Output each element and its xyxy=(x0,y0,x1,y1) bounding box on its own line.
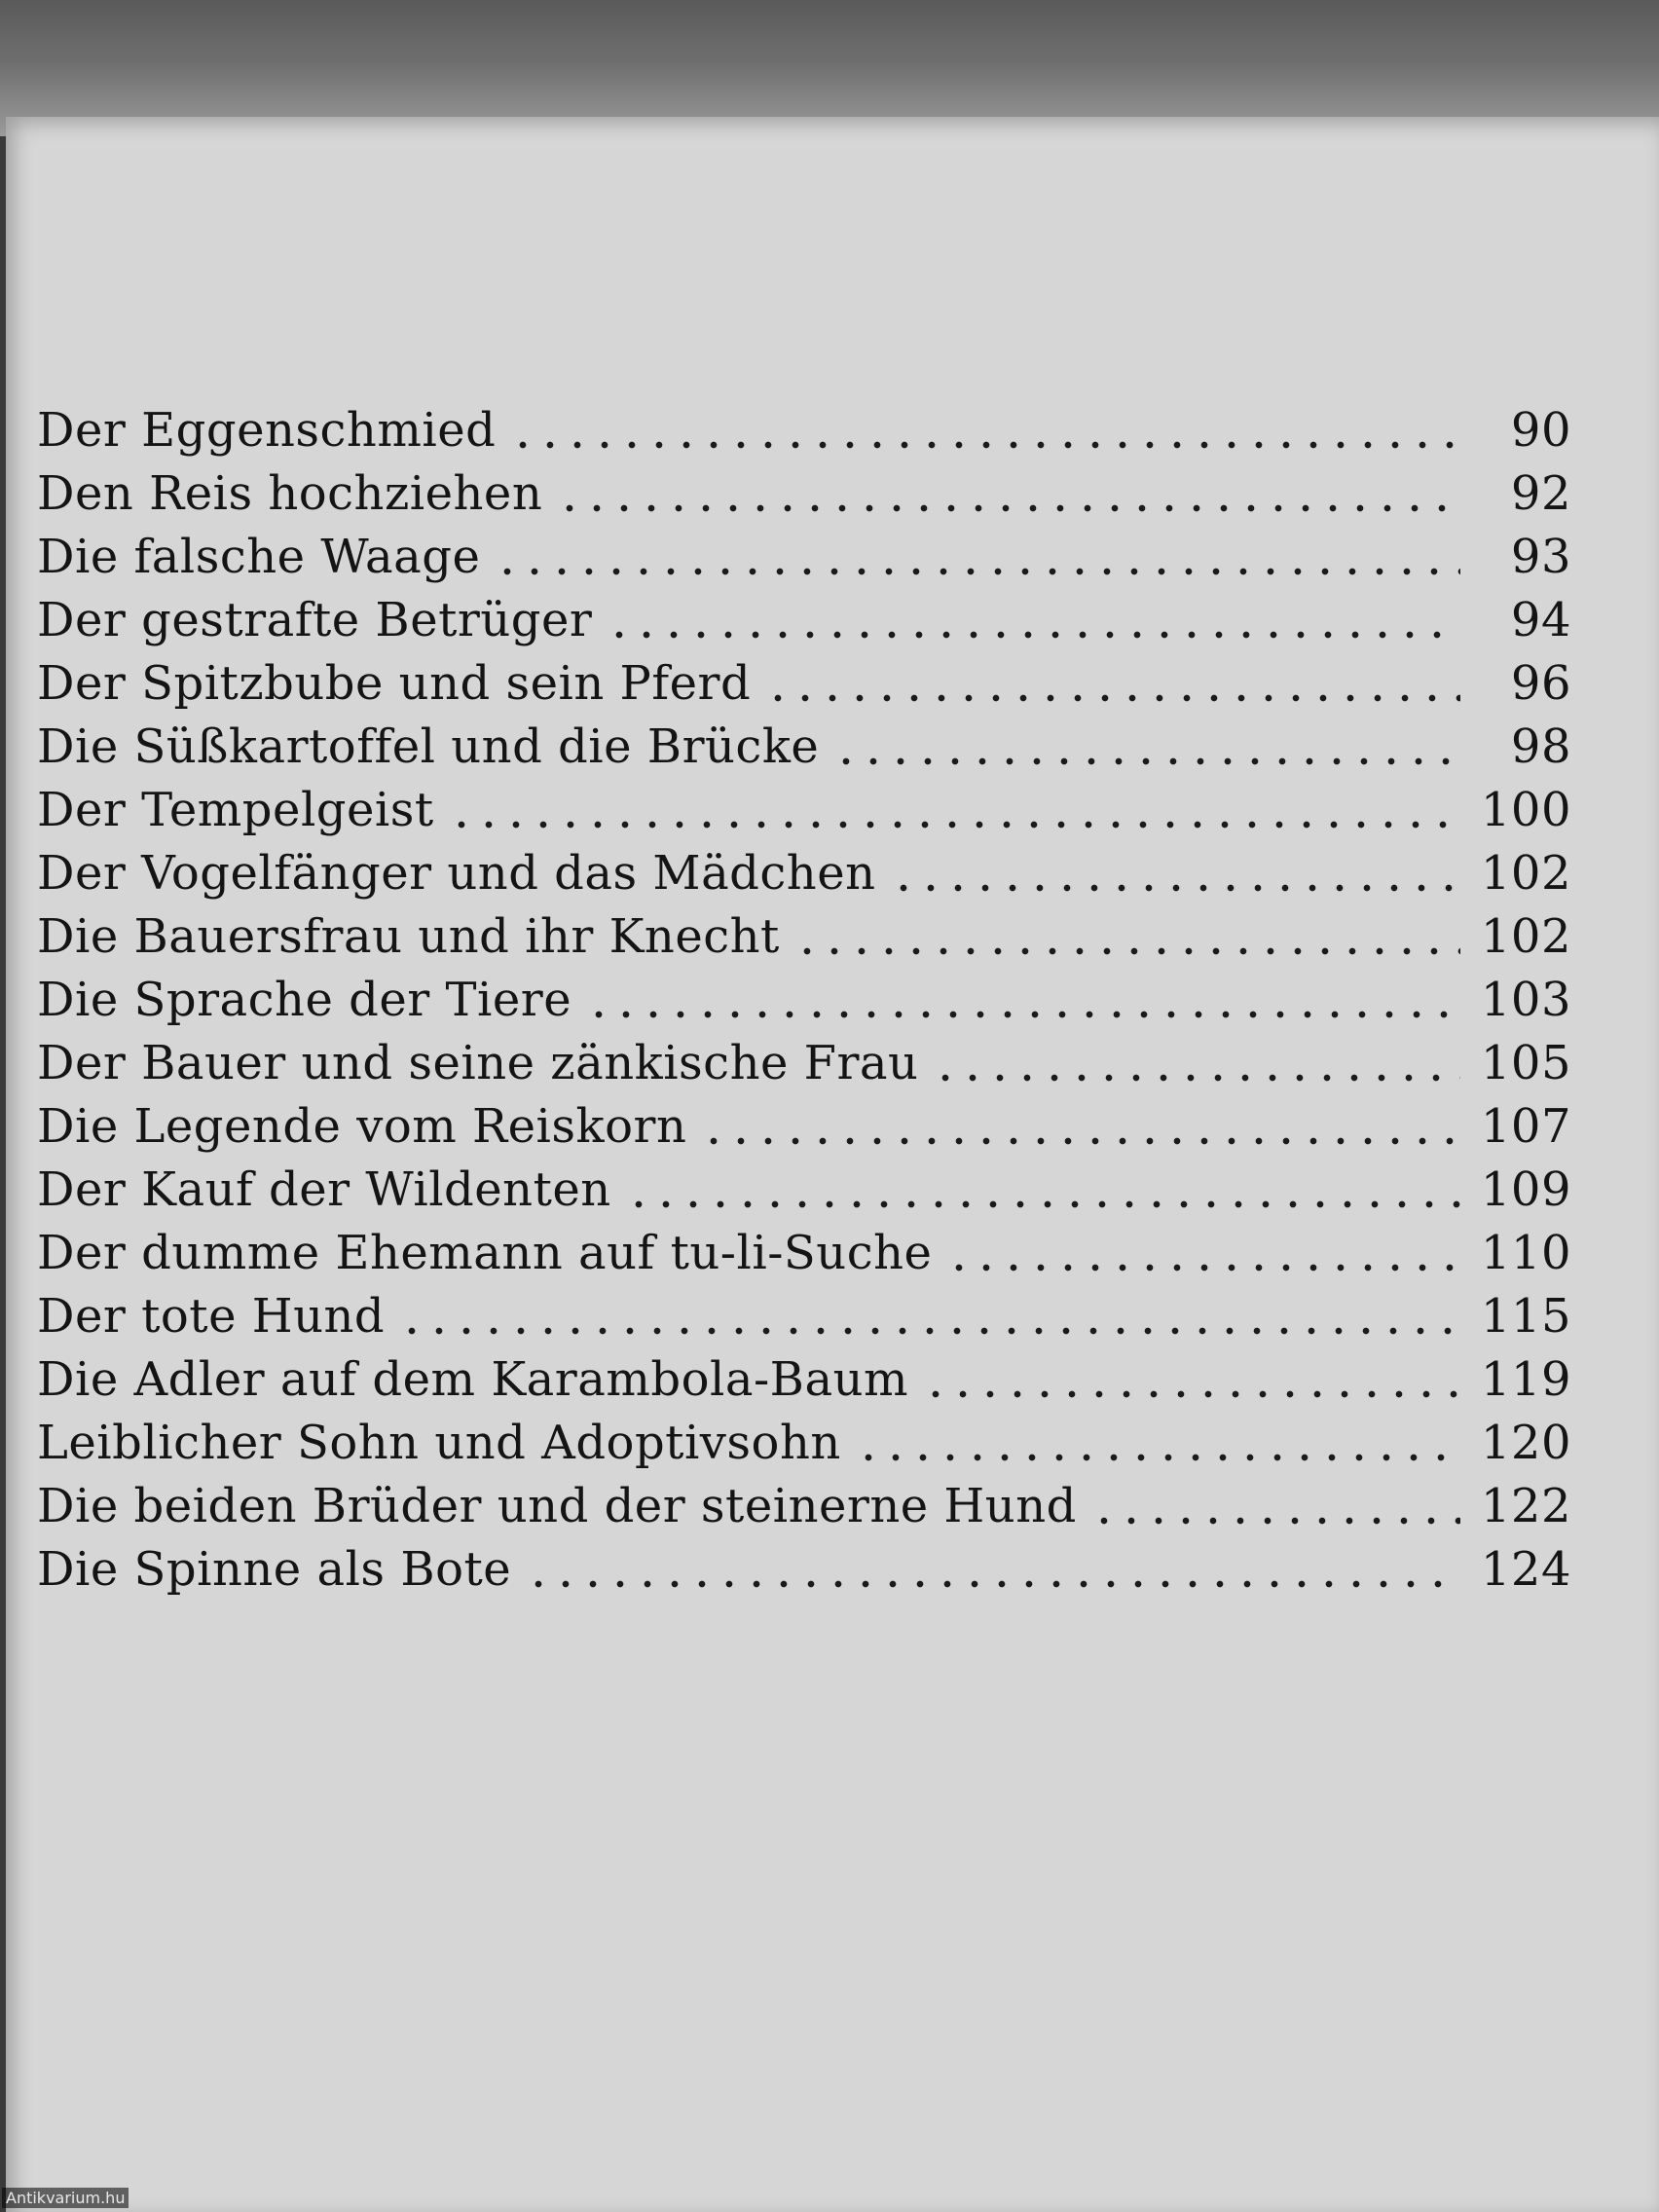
dot-leader xyxy=(922,1354,1460,1401)
toc-entry xyxy=(37,399,1571,462)
toc-entry-page: 109 xyxy=(1480,1162,1571,1217)
toc-entry-page: 102 xyxy=(1480,846,1571,901)
dot-leader xyxy=(448,785,1460,831)
toc-entry-title: Der Bauer und seine zänkische Frau xyxy=(37,1036,919,1090)
table-of-contents xyxy=(37,399,1571,1602)
dot-leader xyxy=(625,1164,1460,1211)
dot-leader xyxy=(585,975,1460,1021)
dot-leader xyxy=(556,468,1460,515)
toc-entry xyxy=(37,526,1571,589)
toc-entry-title: Der dumme Ehemann auf tu-li-Suche xyxy=(37,1226,933,1280)
toc-entry-title: Die Spinne als Bote xyxy=(37,1542,512,1597)
dot-leader xyxy=(700,1101,1460,1148)
toc-entry-page: 98 xyxy=(1510,719,1571,774)
dot-leader xyxy=(793,911,1460,958)
dot-leader xyxy=(525,1544,1460,1591)
toc-entry-page: 90 xyxy=(1510,403,1571,458)
toc-entry-page: 92 xyxy=(1510,466,1571,521)
toc-entry-page: 94 xyxy=(1510,593,1571,647)
toc-entry xyxy=(37,652,1571,716)
toc-entry-title: Der Spitzbube und sein Pferd xyxy=(37,656,752,711)
toc-entry-page: 115 xyxy=(1480,1289,1571,1344)
toc-entry-title: Die Bauersfrau und ihr Knecht xyxy=(37,909,780,964)
dot-leader xyxy=(398,1291,1460,1338)
toc-entry-title: Der Vogelfänger und das Mädchen xyxy=(37,846,876,901)
toc-entry xyxy=(37,1475,1571,1538)
toc-entry xyxy=(37,1095,1571,1159)
toc-entry-title: Der Eggenschmied xyxy=(37,403,497,458)
toc-entry-title: Der Tempelgeist xyxy=(37,783,434,837)
dot-leader xyxy=(494,532,1460,578)
toc-entry-title: Die beiden Brüder und der steinerne Hund xyxy=(37,1479,1077,1533)
toc-entry-page: 105 xyxy=(1480,1036,1571,1090)
toc-entry xyxy=(37,969,1571,1032)
toc-entry-page: 124 xyxy=(1480,1542,1571,1597)
toc-entry xyxy=(37,1285,1571,1348)
toc-entry xyxy=(37,1538,1571,1602)
toc-entry xyxy=(37,1032,1571,1095)
toc-entry-title: Die Legende vom Reiskorn xyxy=(37,1099,687,1154)
toc-entry-title: Der tote Hund xyxy=(37,1289,386,1344)
toc-entry-page: 119 xyxy=(1480,1352,1571,1407)
toc-entry xyxy=(37,1222,1571,1285)
toc-entry-page: 110 xyxy=(1480,1226,1571,1280)
dot-leader xyxy=(855,1418,1460,1464)
toc-entry-title: Der gestrafte Betrüger xyxy=(37,593,593,647)
dot-leader xyxy=(945,1228,1460,1274)
toc-entry-page: 100 xyxy=(1480,783,1571,837)
toc-entry-title: Die falsche Waage xyxy=(37,530,481,584)
watermark: Antikvarium.hu xyxy=(2,2188,129,2208)
dot-leader xyxy=(606,595,1460,642)
toc-entry-title: Der Kauf der Wildenten xyxy=(37,1162,611,1217)
dot-leader xyxy=(890,848,1460,895)
toc-entry-title: Die Süßkartoffel und die Brücke xyxy=(37,719,820,774)
toc-entry-title: Die Sprache der Tiere xyxy=(37,973,572,1027)
toc-entry-page: 93 xyxy=(1510,530,1571,584)
toc-entry-page: 122 xyxy=(1480,1479,1571,1533)
toc-entry-page: 120 xyxy=(1480,1416,1571,1470)
toc-entry xyxy=(37,905,1571,969)
book-edge-background xyxy=(0,0,1659,136)
toc-entry xyxy=(37,779,1571,842)
toc-entry xyxy=(37,1159,1571,1222)
toc-entry xyxy=(37,1412,1571,1475)
dot-leader xyxy=(509,405,1460,452)
dot-leader xyxy=(932,1038,1460,1085)
dot-leader xyxy=(832,721,1460,768)
toc-entry-page: 103 xyxy=(1480,973,1571,1027)
toc-entry xyxy=(37,462,1571,526)
dot-leader xyxy=(1090,1481,1460,1528)
toc-entry xyxy=(37,1348,1571,1412)
toc-entry-title: Die Adler auf dem Karambola-Baum xyxy=(37,1352,908,1407)
toc-entry xyxy=(37,842,1571,905)
dot-leader xyxy=(764,658,1460,705)
toc-entry-title: Leiblicher Sohn und Adoptivsohn xyxy=(37,1416,841,1470)
book-page xyxy=(6,117,1659,2212)
toc-entry xyxy=(37,716,1571,779)
toc-entry-page: 107 xyxy=(1480,1099,1571,1154)
toc-entry-page: 96 xyxy=(1510,656,1571,711)
toc-entry xyxy=(37,589,1571,652)
toc-entry-title: Den Reis hochziehen xyxy=(37,466,543,521)
toc-entry-page: 102 xyxy=(1480,909,1571,964)
